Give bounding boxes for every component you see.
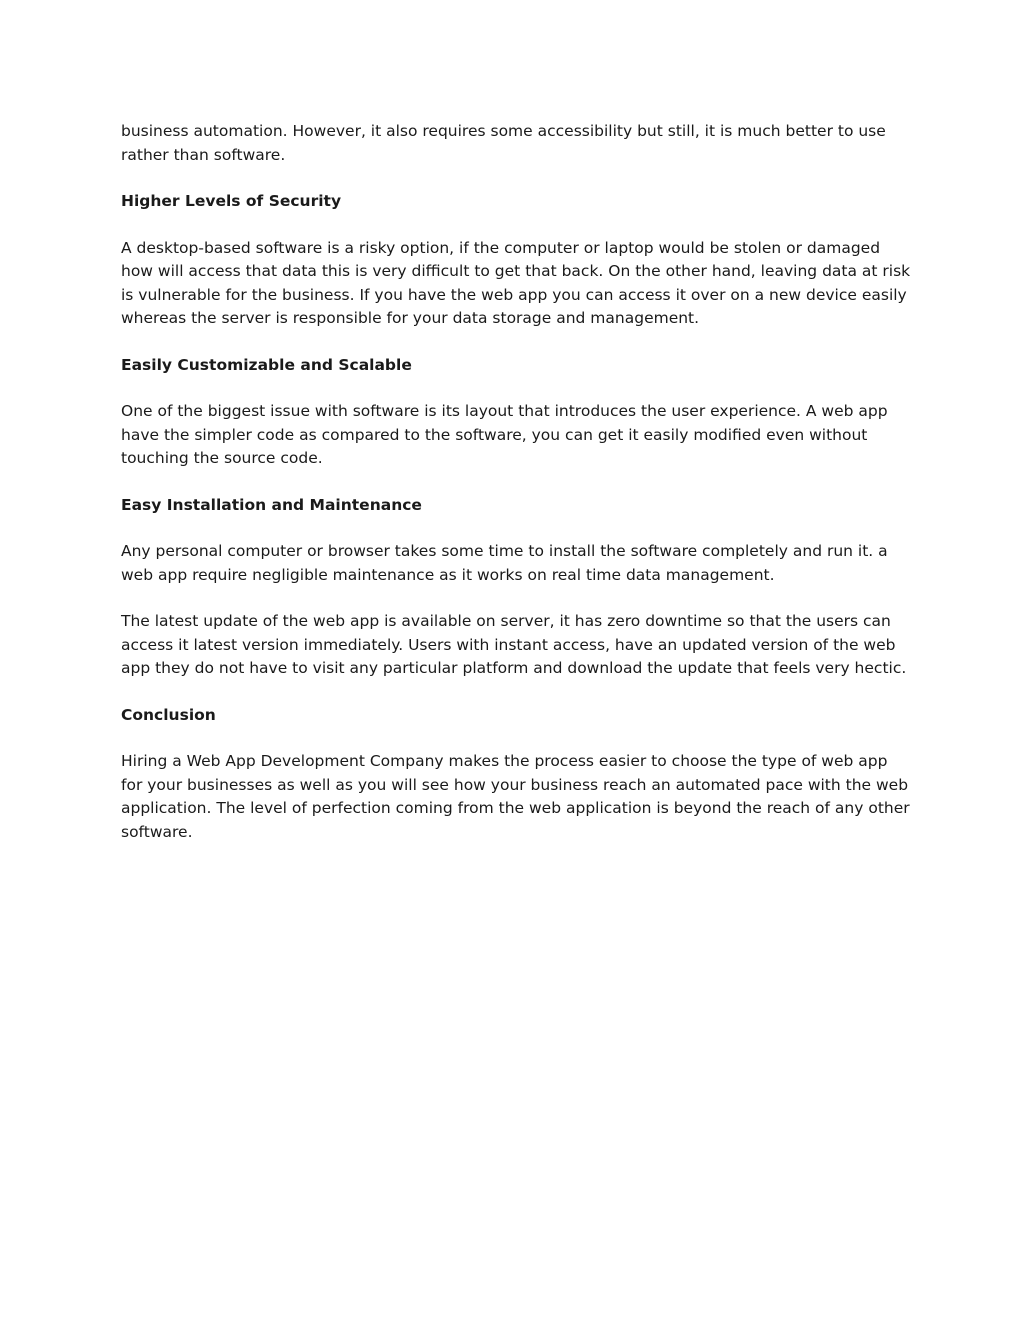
intro-paragraph: business automation. However, it also requires some accessibility but still, it is much better to use rather than software.: [121, 122, 886, 164]
update-paragraph: The latest update of the web app is available on server, it has zero downtime so that the users can access it latest version immediately. Users with instant access, have an updated version of the web app they do not have to visit any particular platform and download the update that feels very hectic.: [121, 612, 907, 677]
conclusion-paragraph: Hiring a Web App Development Company makes the process easier to choose the type of web app for your businesses as well as you will see how your business reach an automated pace with the web application. The level of perfection coming from the web application is beyond the reach of any other software.: [121, 752, 910, 841]
customizable-paragraph: One of the biggest issue with software is its layout that introduces the user experience. A web app have the simpler code as compared to the software, you can get it easily modified even without touching the source code.: [121, 402, 888, 467]
installation-paragraph: Any personal computer or browser takes some time to install the software completely and run it. a web app require negligible maintenance as it works on real time data management.: [121, 542, 888, 584]
heading-customizable: Easily Customizable and Scalable: [121, 355, 412, 374]
heading-conclusion: Conclusion: [121, 705, 216, 724]
document-body: [121, 120, 911, 867]
heading-security: Higher Levels of Security: [121, 192, 342, 210]
heading-installation: Easy Installation and Maintenance: [121, 495, 422, 514]
security-paragraph: A desktop-based software is a risky option, if the computer or laptop would be stolen or damaged how will access that data this is very difficult to get that back. On the other hand, leaving data at risk is vulnerable for the business. If you have the web app you can access it over on a new device easily whereas the server is responsible for your data storage and management.: [121, 238, 911, 327]
